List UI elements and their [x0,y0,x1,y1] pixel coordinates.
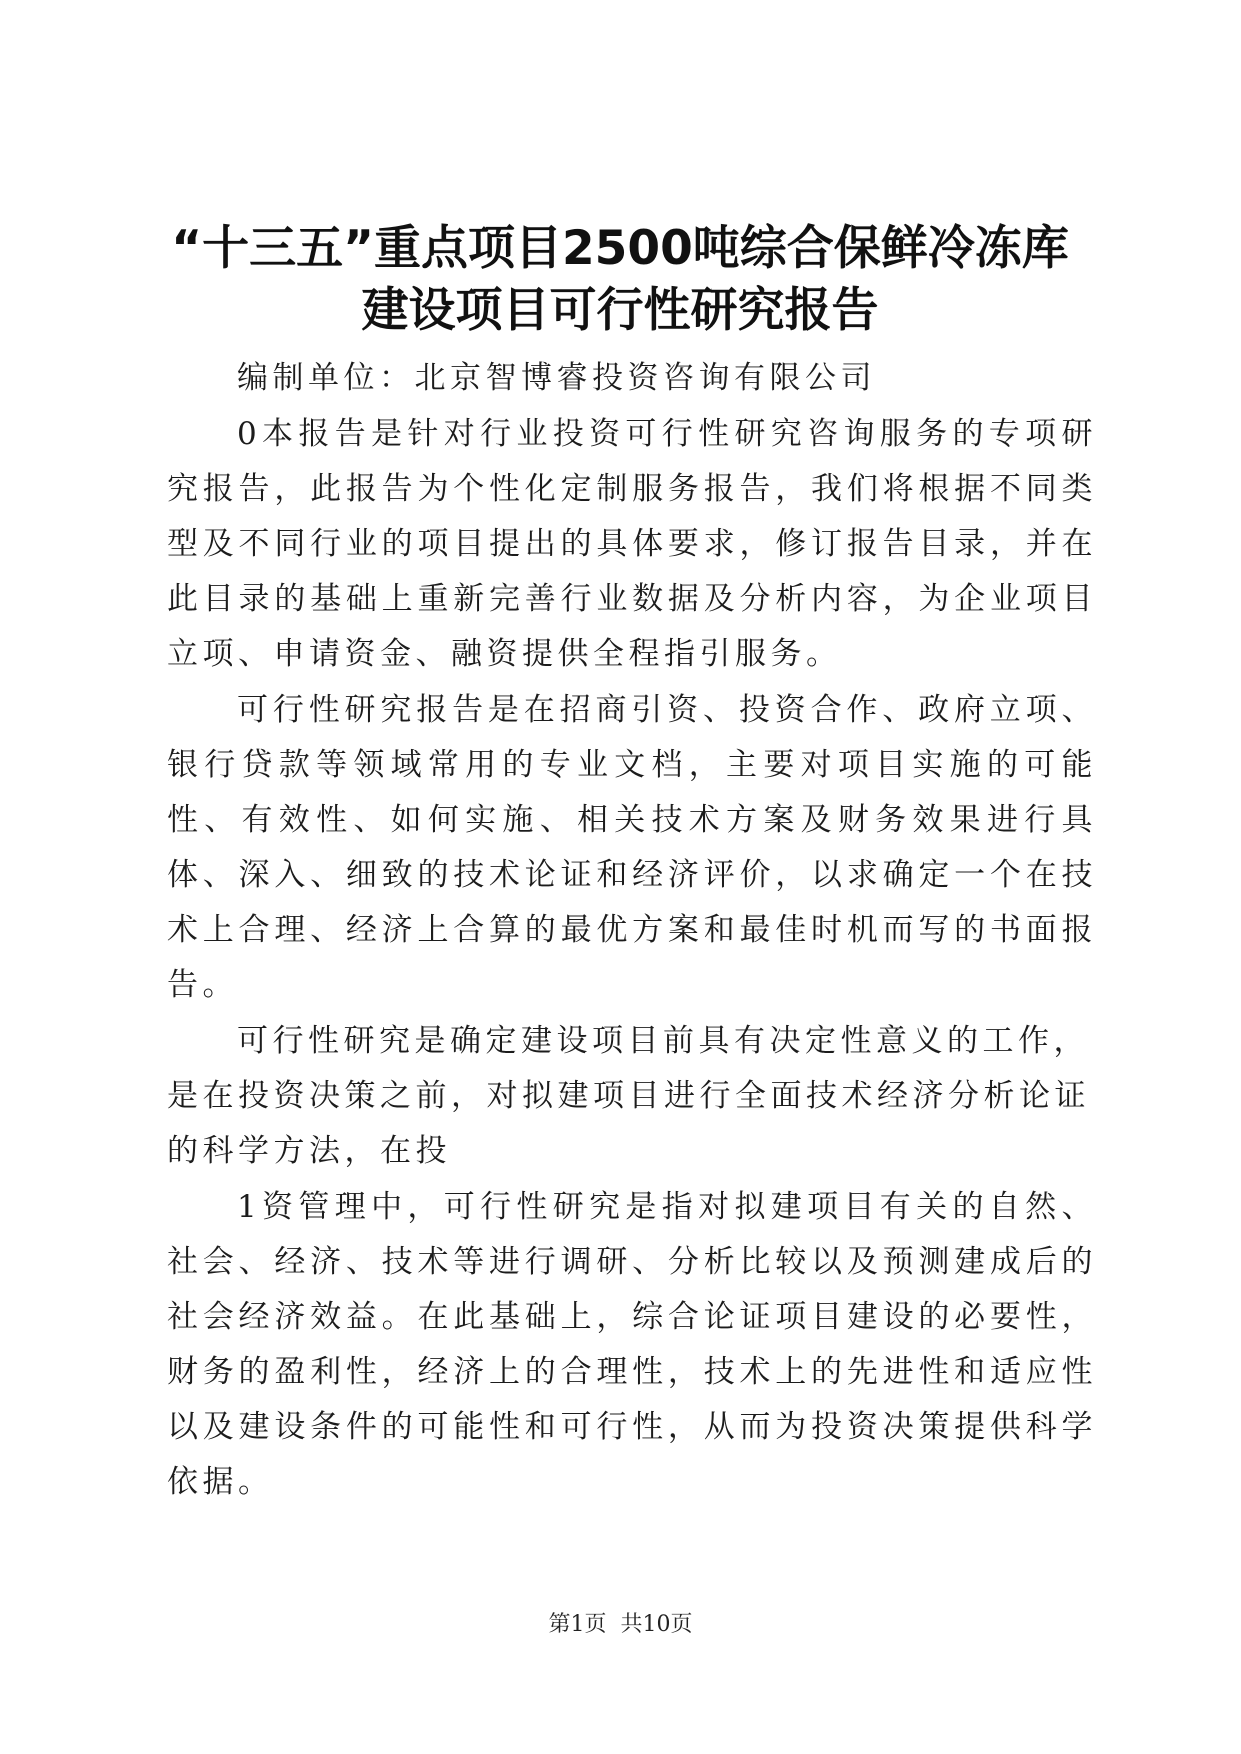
paragraph-2: 可行性研究报告是在招商引资、投资合作、政府立项、银行贷款等领域常用的专业文档，主要对项目实施的可能性、有效性、如何实施、相关技术方案及财务效果进行具体、深入、细致的技术论证和经济评价，以求确定一个在技术上合理、经济上合算的最优方案和最佳时机而写的书面报告。 [167,692,1097,1003]
page-number: 第1页 共10页 [548,1612,693,1637]
document-body [167,351,1097,1511]
paragraph-3: 可行性研究是确定建设项目前具有决定性意义的工作，是在投资决策之前，对拟建项目进行全面技术经济分析论证的科学方法，在投 [167,1023,1090,1169]
paragraph-1: 0本报告是针对行业投资可行性研究咨询服务的专项研究报告，此报告为个性化定制服务报告，我们将根据不同类型及不同行业的项目提出的具体要求，修订报告目录，并在此目录的基础上重新完善行业数据及分析内容，为企业项目立项、申请资金、融资提供全程指引服务。 [167,416,1097,672]
title-line-2: 建设项目可行性研究报告 [361,283,879,338]
page-footer [0,1611,1241,1639]
compiler-line: 编制单位：北京智博睿投资咨询有限公司 [237,360,876,396]
paragraph-4: 1资管理中，可行性研究是指对拟建项目有关的自然、社会、经济、技术等进行调研、分析比较以及预测建成后的社会经济效益。在此基础上，综合论证项目建设的必要性，财务的盈利性，经济上的合理性，技术上的先进性和适应性以及建设条件的可能性和可行性，从而为投资决策提供科学依据。 [167,1189,1097,1500]
title-line-1: “十三五”重点项目2500吨综合保鲜冷冻库 [171,221,1069,276]
document-title [120,218,1120,342]
